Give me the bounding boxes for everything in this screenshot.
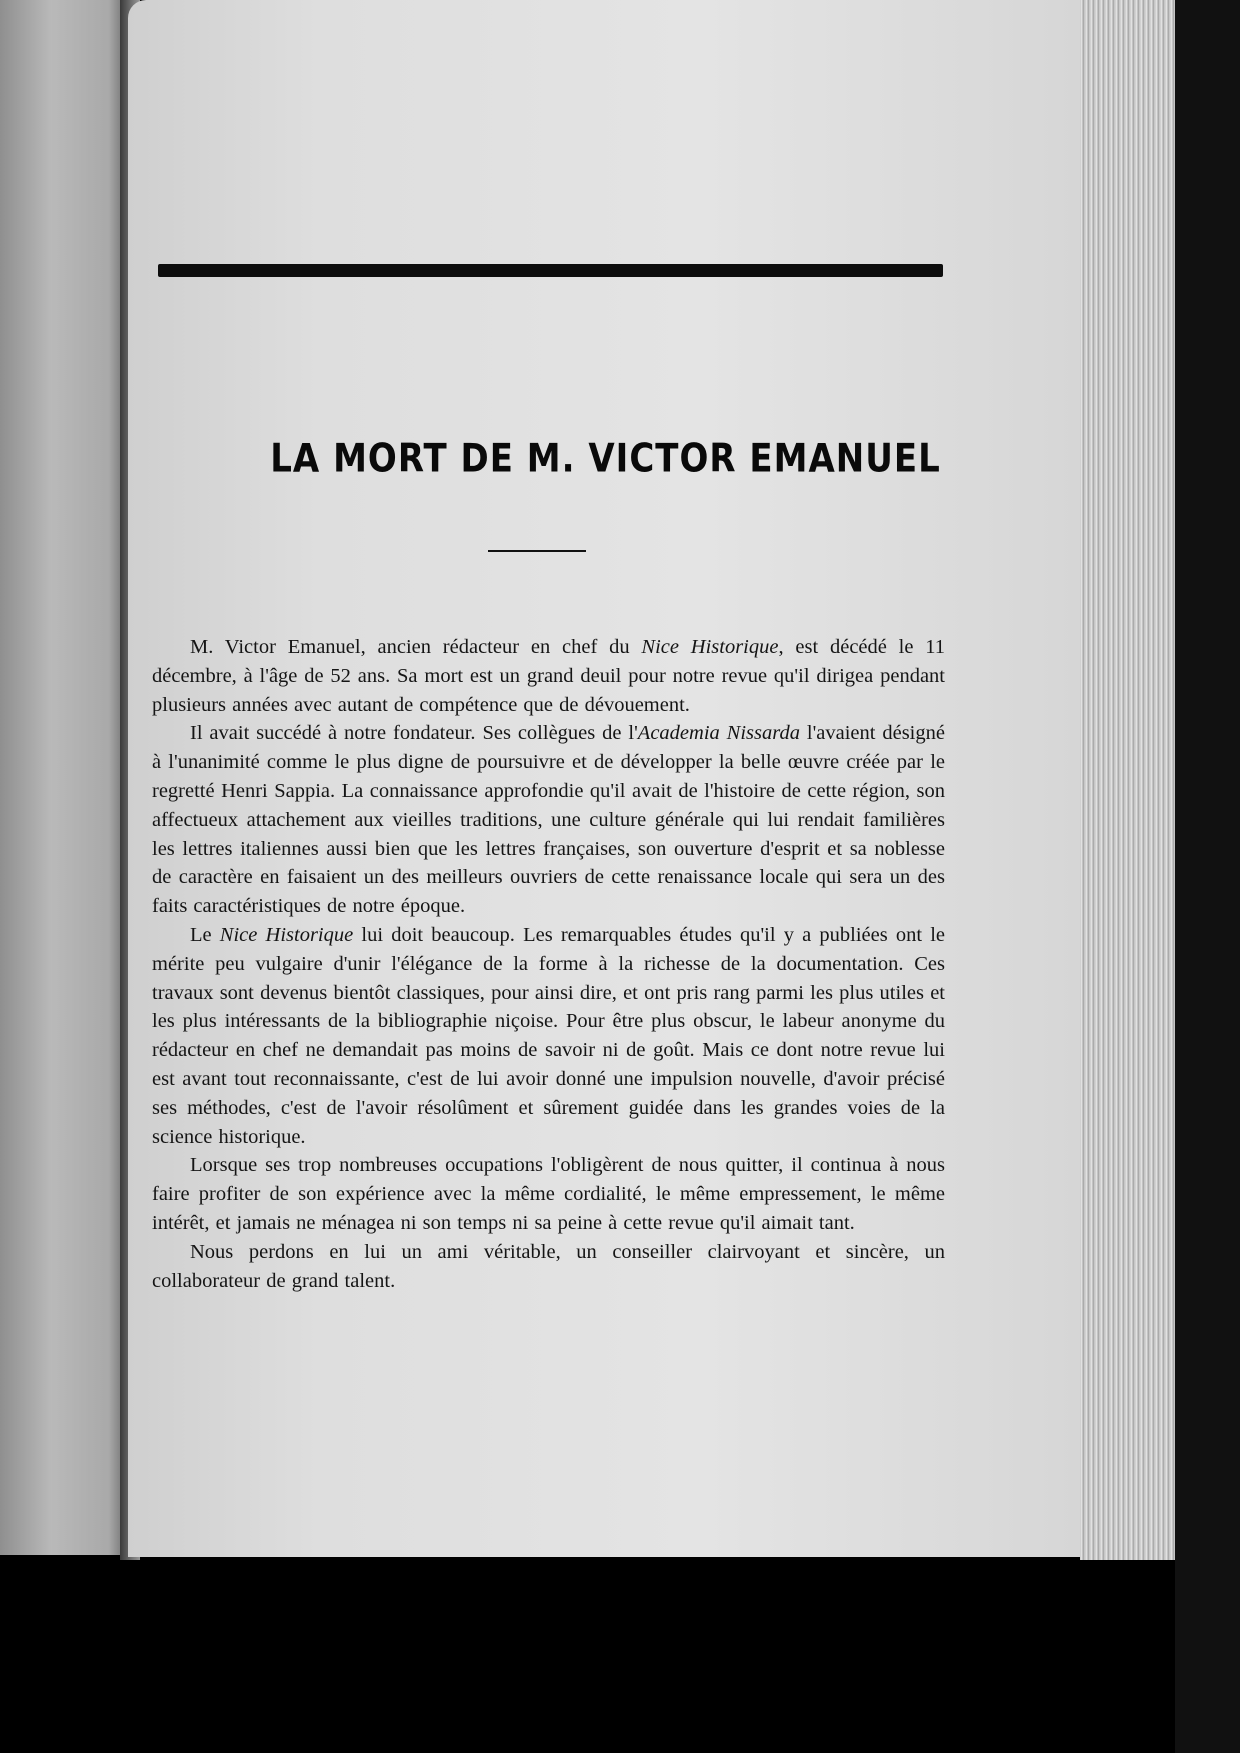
publication-title: Nice Historique: [641, 636, 779, 658]
left-facing-page: [0, 0, 128, 1555]
title-separator: [488, 550, 586, 552]
paragraph-2: Il avait succédé à notre fondateur. Ses collègues de l'Academia Nissarda l'avaient désigné à l'unanimité comme le plus digne de poursuivre et de développer la belle œuvre créée par le regretté Henri Sappia. La connaissance approfondie qu'il avait de l'histoire de cette région, son affectueux attachement aux vieilles traditions, une culture générale qui lui rendait familières les lettres italiennes aussi bien que les lettres françaises, son ouverture d'esprit et sa noblesse de caractère en faisaient un des meilleurs ouvriers de cette renaissance locale qui sera un des faits caractéristiques de notre époque.: [152, 722, 945, 918]
paragraph-1: M. Victor Emanuel, ancien rédacteur en chef du Nice Historique, est décédé le 11 décembre, à l'âge de 52 ans. Sa mort est un grand deuil pour notre revue qu'il dirigea pendant plusieurs années avec autant de compétence que de dévouement.: [152, 636, 946, 716]
article-body: [152, 633, 945, 1295]
academy-name: Academia Nissarda: [637, 722, 800, 745]
background-edge: [1175, 0, 1240, 1753]
page-edges: [1080, 0, 1190, 1560]
paragraph-4: Lorsque ses trop nombreuses occupations l'obligèrent de nous quitter, il continua à nous faire profiter de son expérience avec la même cordialité, le même empressement, le même intérêt, et jamais ne ménagea ni son temps ni sa peine à cette revue qu'il aimait tant.: [152, 1154, 945, 1234]
paragraph-3: Le Nice Historique lui doit beaucoup. Les remarquables études qu'il y a publiées ont le mérite peu vulgaire d'unir l'élégance de la forme à la richesse de la documentation. Ces travaux sont devenus bientôt classiques, pour ainsi dire, et ont pris rang parmi les plus utiles et les plus intéressants de la bibliographie niçoise. Pour être plus obscur, le labeur anonyme du rédacteur en chef ne demandait pas moins de savoir ni de goût. Mais ce dont notre revue lui est avant tout reconnaissante, c'est de lui avoir donné une impulsion nouvelle, d'avoir précisé ses méthodes, c'est de l'avoir résolûment et sûrement guidée dans les grandes voies de la science historique.: [152, 923, 946, 1148]
article-title: LA MORT DE M. VICTOR EMANUEL: [270, 436, 941, 482]
publication-title: Nice Historique: [219, 923, 354, 946]
top-rule: [158, 264, 943, 277]
paragraph-5: Nous perdons en lui un ami véritable, un conseiller clairvoyant et sincère, un collaborateur de grand talent.: [152, 1240, 945, 1292]
